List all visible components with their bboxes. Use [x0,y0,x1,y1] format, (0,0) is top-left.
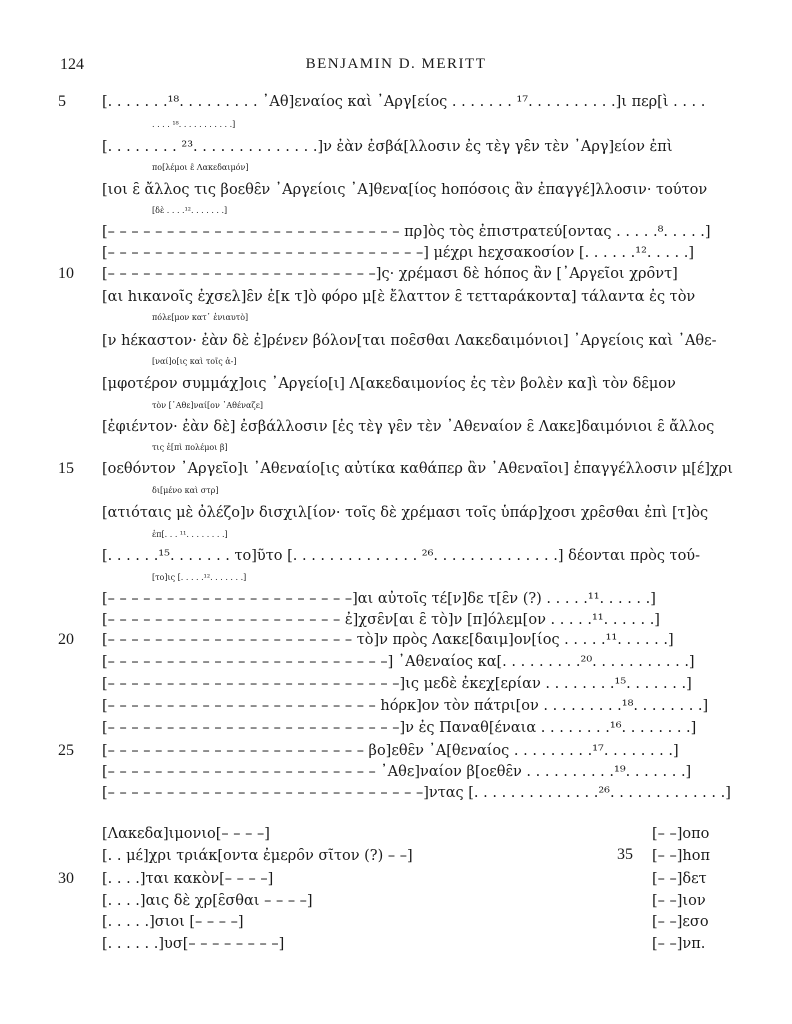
text-line: [δὲ . . . .¹². . . . . . .] [152,206,228,215]
text-line: τις ἐ[πὶ πολέμοι β] [152,443,228,452]
text-line: [– – – – – – – – – – – – – – – – – – – – – τὸ]ν πρὸς Λακε[δαιμ]ον[ίος . . . . .¹¹. . . . . .] [102,632,674,648]
text-line: [– – – – – – – – – – – – – – – – – – – – – – βο]εθε̑ν ᾽Α[θεναίος . . . . . . . . .¹⁷. . . . . . . .] [102,743,679,759]
line-number: 10 [58,265,74,282]
line-number: 25 [58,742,74,759]
fragment-line-right: [– –]δετ [652,871,707,887]
line-number: 15 [58,460,74,477]
text-line: [– – – – – – – – – – – – – – – – – – – – – – – hόρκ]ον τὸν πάτρι[ον . . . . . . . . .¹⁸. . . . . . . .] [102,698,709,714]
line-number: 20 [58,631,74,648]
running-head: BENJAMIN D. MERITT [305,56,487,72]
fragment-line: [. . . . . .]υσ[– – – – – – – –] [102,936,285,952]
fragment-line: [Λακεδα]ιμονιο[– – – –] [102,826,270,842]
text-line: [– – – – – – – – – – – – – – – – – – – – – – – – – – –]ντας [. . . . . . . . . . . . . .²⁶. . . . . . . . . . . . .] [102,785,731,801]
fragment-line: [. . μέ]χρι τριάκ[οντα ἐμερο̑ν σῖτον (?) – –] [102,848,413,864]
fragment-line-right: [– –]νπ. [652,936,706,952]
fragment-line-right: [– –]hοπ [652,848,711,864]
text-line: ἐπ[. . . ¹¹. . . . . . . .] [152,530,228,539]
text-line: [μφοτέρον συμμάχ]οις ᾽Αργείο[ι] Λ[ακεδαιμονίος ἐς τὲν βολὲν κα]ὶ τὸν δε̑μον [102,376,676,392]
text-line: [οεθόντον ᾽Αργεῖο]ι ᾽Αθεναίο[ις αὐτίκα καθάπερ ἂν ᾽Αθεναῖοι] ἐπαγγέλλοσιν μ[έ]χρι [102,461,733,477]
fragment-line-right: [– –]οπο [652,826,710,842]
page-header [60,56,732,80]
text-line: τὸν [᾽Αθε]ναί[ον ᾽Αθέναζε] [152,401,263,410]
text-line: [. . . . . . . . ²³. . . . . . . . . . . . . .]ν ἐὰν ἐσβά[λλοσιν ἐς τὲγ γε̑ν τὲν ᾽Αργ]είον ἐπὶ [102,139,673,155]
line-number: 30 [58,870,74,887]
text-line: [– – – – – – – – – – – – – – – – – – – – – – – – – – –] μέχρι hεχσακοσίον [. . . . . .¹². . . . .] [102,245,695,261]
text-line: [ατιόταις μὲ ὀλέζο]ν δισχιλ[ίον· τοῖς δὲ χρέμασι τοῖς ὑπάρ]χοσι χρε̑σθαι ἐπὶ [τ]ὸς [102,505,709,521]
text-line: [ν hέκαστον· ἐὰν δὲ ἐ]ρένεν βόλον[ται ποε̑σθαι Λακεδαιμόνιοι] ᾽Αργείοις καὶ ᾽Αθε- [102,333,717,349]
page-number: 124 [60,56,84,73]
text-line: πόλε[μον κατ᾽ ἐνιαυτὸ] [152,313,249,322]
text-line: [– – – – – – – – – – – – – – – – – – – – – – – –] ᾽Αθεναίος κα[. . . . . . . . .²⁰. . . . . . . . . . .] [102,654,695,670]
fragment-line-right: [– –]ιον [652,893,706,909]
fragment-line: [. . . .]ται κακὸν[– – – –] [102,871,274,887]
text-line: [. . . . . .¹⁵. . . . . . . το]ῦτο [. . . . . . . . . . . . . . ²⁶. . . . . . . . . . . . . .] δέονται πρὸς τού- [102,548,701,564]
text-line: [– – – – – – – – – – – – – – – – – – – – – – – – – πρ]ὸς τὸς ἐπιστρατεύ[οντας . . . . .⁸. . . . .] [102,224,711,240]
text-line: [– – – – – – – – – – – – – – – – – – – – ἐ]χσε̑ν[αι ε̑ τὸ]ν [π]όλεμ[ον . . . . .¹¹. . . . . .] [102,612,660,628]
text-line: δι[μένο καὶ στρ] [152,486,219,495]
text-line: [– – – – – – – – – – – – – – – – – – – – – – – – –]ις μεδὲ ἐκεχ[ερίαν . . . . . . . .¹⁵. . . . . . .] [102,676,692,692]
line-number: 5 [58,93,66,110]
line-number: 35 [617,846,633,863]
fragment-line: [. . . . .]σιοι [– – – –] [102,914,244,930]
text-line: [αι hικανοῖς ἐχσελ]ε̑ν ἐ[κ τ]ὸ φόρο μ[ὲ ἔλαττον ε̑ τετταράκοντα] τάλαντα ἐς τὸν [102,289,696,305]
text-line: [– – – – – – – – – – – – – – – – – – – – – – – – –]ν ἐς Παναθ[έναια . . . . . . . .¹⁶. . . . . . . .] [102,720,697,736]
text-line: [– – – – – – – – – – – – – – – – – – – – – – – ᾽Αθε]ναίον β[οεθε̑ν . . . . . . . . . .¹⁹. . . . . . .] [102,764,692,780]
text-line: . . . . ¹⁸. . . . . . . . . . .] [152,120,236,129]
text-line: πο[λέμοι ε̑ Λακεδαιμόν] [152,163,249,172]
text-line: [– – – – – – – – – – – – – – – – – – – – –]αι αὐτοῖς τέ[ν]δε τ[ε̑ν (?) . . . . .¹¹. . . . . .] [102,591,656,607]
text-line: [ιοι ε̑ ἄλλος τις βοεθε̑ν ᾽Αργείοις ᾽Α]θενα[ίος hoπόσοις ἂν ἐπαγγέ]λλοσιν· τούτον [102,182,708,198]
text-line: [ναί]ο[ις καὶ τοῖς ἀ-] [152,357,237,366]
fragment-line-right: [– –]εσο [652,914,709,930]
text-line: [– – – – – – – – – – – – – – – – – – – – – – –]ς· χρέμασι δὲ hόπος ἂν [᾽Αργεῖοι χρο̑ντ] [102,266,678,282]
text-line: [το]ις [. . . . .¹². . . . . . .] [152,573,247,582]
text-line: [ἐφιέντον· ἐὰν δὲ] ἐσβάλλοσιν [ἐς τὲγ γε̑ν τὲν ᾽Αθεναίον ε̑ Λακε]δαιμόνιοι ε̑ ἄλλος [102,419,715,435]
fragment-line: [. . . .]αις δὲ χρ[ε̑σθαι – – – –] [102,893,313,909]
text-line: [. . . . . . .¹⁸. . . . . . . . . ᾽Αθ]εναίος καὶ ᾽Αργ[είος . . . . . . . ¹⁷. . . . . . . . . .]ι περ[ὶ . . . . [102,94,706,110]
